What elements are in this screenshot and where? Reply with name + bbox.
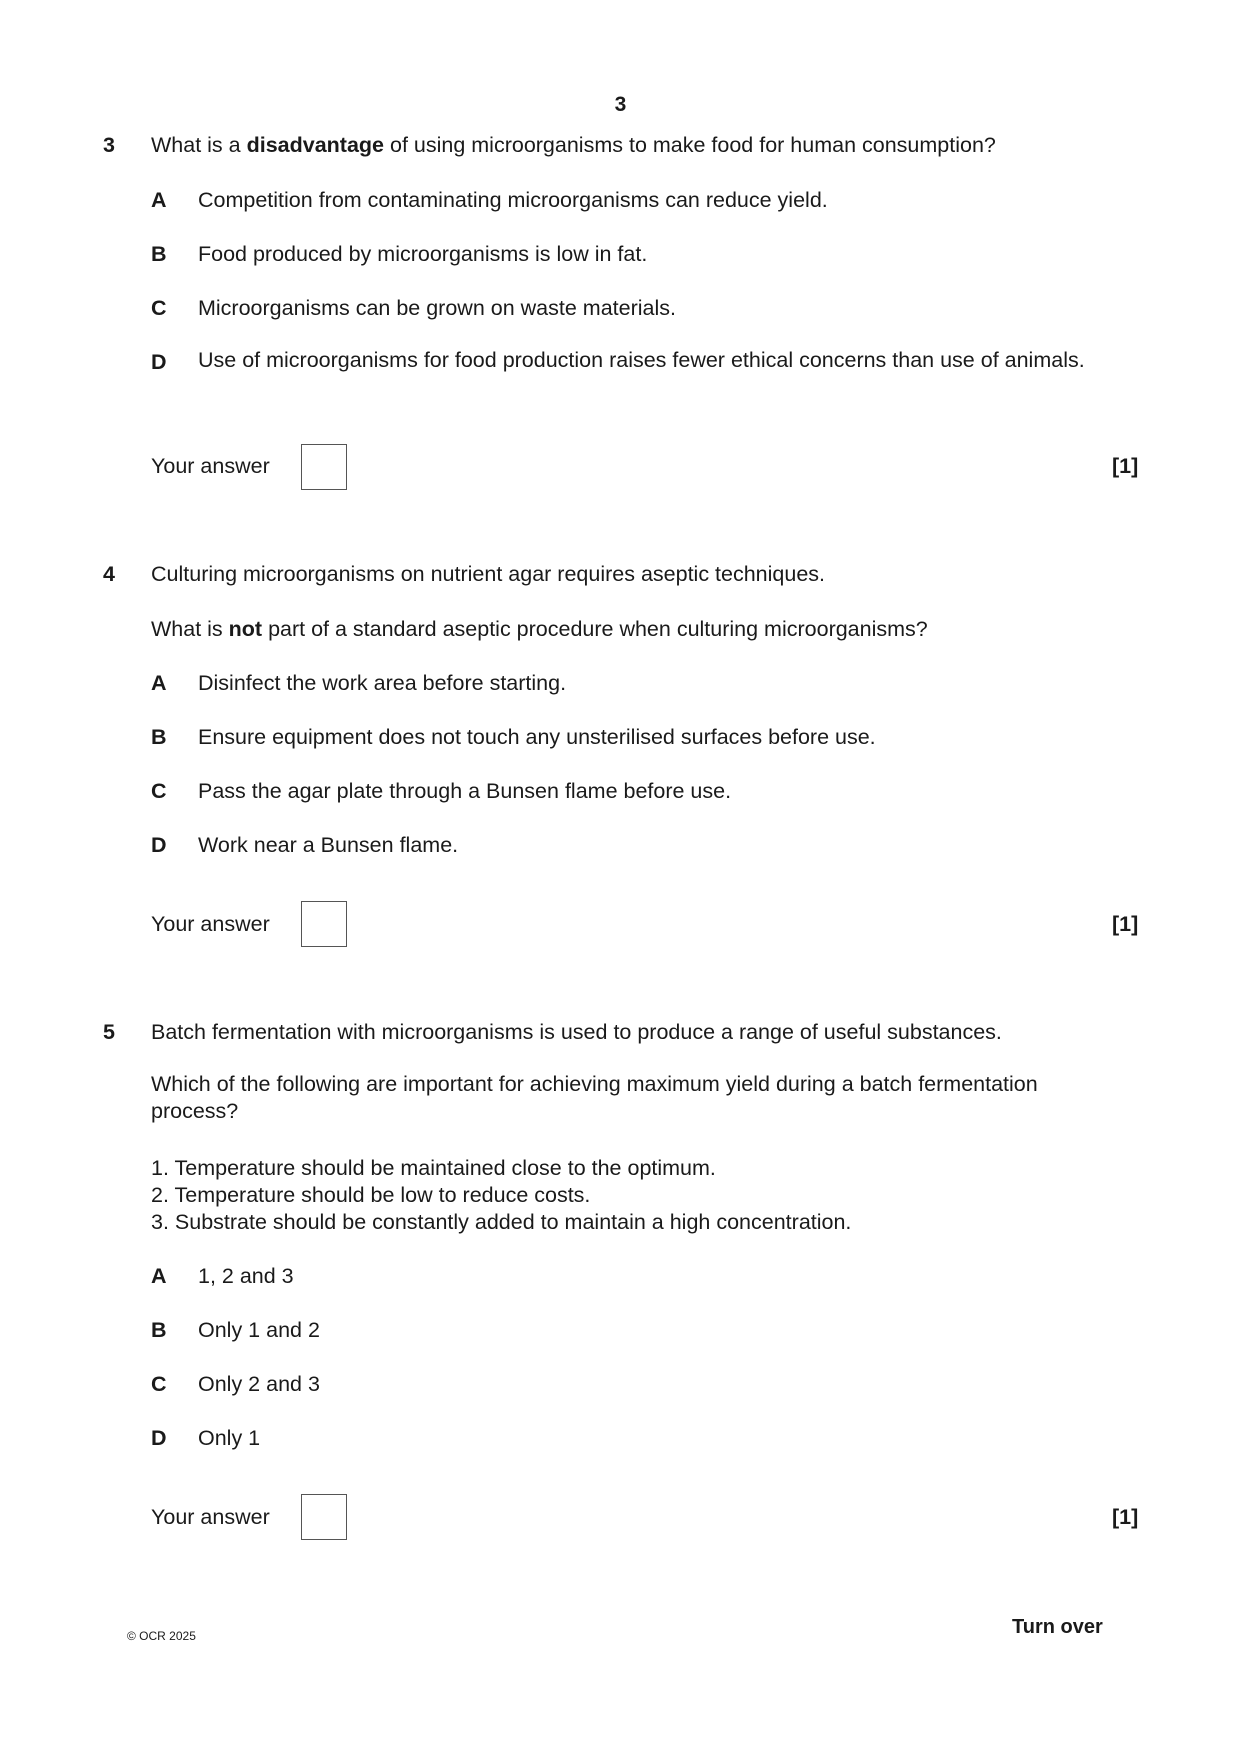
question-5-statement-1: 1. Temperature should be maintained close to the optimum. [151, 1156, 716, 1180]
question-4-option-b-letter: B [151, 725, 167, 749]
question-3-option-a-letter: A [151, 188, 167, 212]
question-5-option-a-letter: A [151, 1264, 167, 1288]
question-5-statement-2: 2. Temperature should be low to reduce costs. [151, 1183, 591, 1207]
question-5-number: 5 [103, 1020, 115, 1044]
question-4-option-a-letter: A [151, 671, 167, 695]
question-4-marks: [1] [1112, 912, 1139, 936]
question-4-answer-box[interactable] [301, 901, 347, 947]
question-5-option-a-text: 1, 2 and 3 [198, 1264, 294, 1288]
question-5-option-c-text: Only 2 and 3 [198, 1372, 320, 1396]
question-3-option-c-letter: C [151, 296, 167, 320]
question-4-stem: What is not part of a standard aseptic procedure when culturing microorganisms? [151, 617, 928, 641]
question-4-answer-label: Your answer [151, 912, 270, 936]
question-5-option-d-letter: D [151, 1426, 167, 1450]
question-5-intro: Batch fermentation with microorganisms is used to produce a range of useful substances. [151, 1020, 1002, 1044]
question-3-option-b-text: Food produced by microorganisms is low in fat. [198, 242, 648, 266]
page-number: 3 [614, 93, 627, 116]
question-4-number: 4 [103, 562, 115, 586]
question-4-intro: Culturing microorganisms on nutrient agar requires aseptic techniques. [151, 562, 826, 586]
question-3-option-a-text: Competition from contaminating microorganisms can reduce yield. [198, 188, 828, 212]
question-3-marks: [1] [1112, 454, 1139, 478]
footer-turn-over: Turn over [1012, 1616, 1103, 1638]
question-3-option-d-letter: D [151, 350, 167, 374]
question-4-option-c-letter: C [151, 779, 167, 803]
question-4-option-b-text: Ensure equipment does not touch any unsterilised surfaces before use. [198, 725, 876, 749]
question-4-option-c-text: Pass the agar plate through a Bunsen flame before use. [198, 779, 732, 803]
question-5-option-c-letter: C [151, 1372, 167, 1396]
question-4-option-d-text: Work near a Bunsen flame. [198, 833, 459, 857]
question-3-stem: What is a disadvantage of using microorganisms to make food for human consumption? [151, 133, 996, 157]
question-3-option-b-letter: B [151, 242, 167, 266]
question-3-answer-label: Your answer [151, 454, 270, 478]
question-3-answer-box[interactable] [301, 444, 347, 490]
question-5-statement-3: 3. Substrate should be constantly added to maintain a high concentration. [151, 1210, 852, 1234]
footer-copyright: © OCR 2025 [127, 1629, 196, 1643]
question-3-option-d-text: Use of microorganisms for food production raises fewer ethical concerns than use of animals. [198, 348, 1085, 372]
question-5-answer-label: Your answer [151, 1505, 270, 1529]
question-3-option-c-text: Microorganisms can be grown on waste materials. [198, 296, 676, 320]
question-5-option-b-letter: B [151, 1318, 167, 1342]
question-3-number: 3 [103, 133, 115, 157]
question-5-option-d-text: Only 1 [198, 1426, 261, 1450]
question-5-answer-box[interactable] [301, 1494, 347, 1540]
question-5-stem: Which of the following are important for achieving maximum yield during a batch fermentation process? [151, 1072, 1038, 1123]
question-5-marks: [1] [1112, 1505, 1139, 1529]
question-4-option-d-letter: D [151, 833, 167, 857]
question-4-option-a-text: Disinfect the work area before starting. [198, 671, 567, 695]
question-5-option-b-text: Only 1 and 2 [198, 1318, 320, 1342]
